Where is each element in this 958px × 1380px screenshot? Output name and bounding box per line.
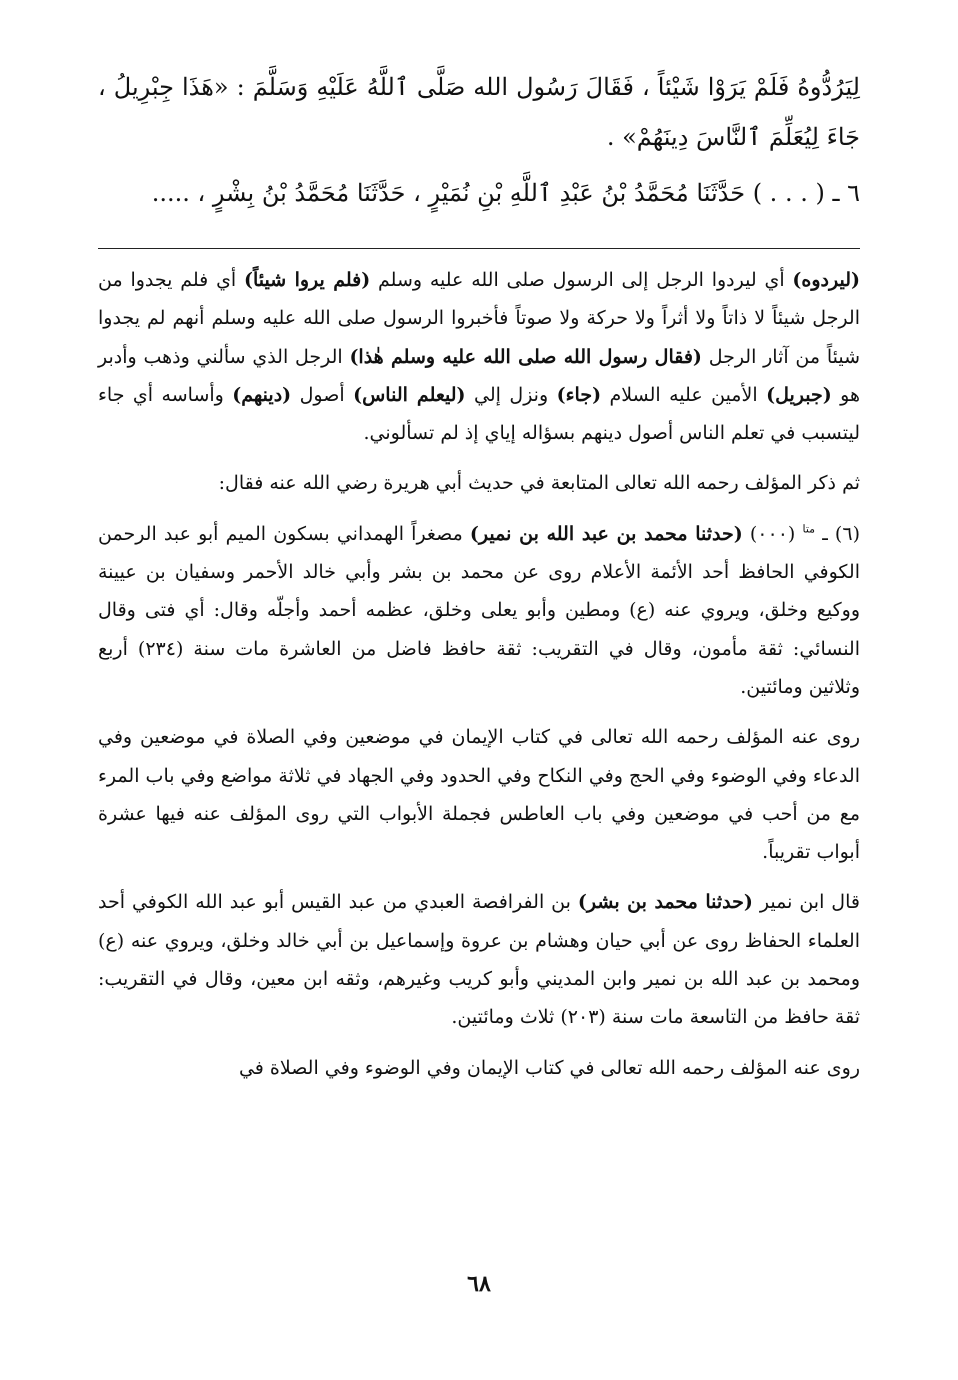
commentary-paragraph-4: روى عنه المؤلف رحمه الله تعالى في كتاب الإيمان في موضعين وفي الصلاة في موضعين وفي الدعاء وفي الوضوء وفي الحج وفي النكاح وفي الحدود وفي الجهاد في ثلاثة مواضع وفي باب المرء مع من أحب في موضعين وفي باب العاطس فجملة الأبواب التي روى المؤلف عنه فيها عشرة أبواب تقريباً. <box>98 726 860 864</box>
commentary-paragraph-6: روى عنه المؤلف رحمه الله تعالى في كتاب الإيمان وفي الوضوء وفي الصلاة في <box>238 1056 860 1079</box>
superscript-marker: متا <box>802 522 816 536</box>
text-run: قال ابن نمير <box>752 891 860 914</box>
page-number: ٦٨ <box>467 1271 491 1297</box>
commentary-paragraph-2: ثم ذكر المؤلف رحمه الله تعالى المتابعة في حديث أبي هريرة رضي الله عنه فقال: <box>218 472 860 495</box>
text-run: أصول <box>291 383 354 406</box>
bold-phrase: (فقال رسول الله صلى الله عليه وسلم هٰذا) <box>349 345 702 368</box>
matn-line-1: لِيَرُدُّوهُ فَلَمْ يَرَوْا شَيْئاً ، فَقَالَ رَسُول الله صَلَّى ٱللَّهُ عَلَيْهِ وَسَلَّمَ : «هَذَا جِبْرِيلُ ، جَاءَ لِيُعَلِّمَ ٱلنَّاسَ دِينَهُمْ» . <box>98 73 860 151</box>
footnote-separator <box>98 248 860 249</box>
bold-phrase: (حدثنا محمد بن عبد الله بن نمير) <box>469 522 743 545</box>
bold-phrase: (فلم يروا شيئاً) <box>244 269 371 291</box>
text-run: (٠٠٠) <box>742 522 803 545</box>
matn-line-2: ٦ ـ ( . . . ) حَدَّثَنَا مُحَمَّدُ بْنُ عَبْدِ ٱللَّهِ بْنِ نُمَيْرٍ ، حَدَّثَنَا مُحَمَّدُ بْنُ بِشْرٍ ، ..... <box>151 179 860 207</box>
text-run: أي فلم يجدوا من الرجل شيئاً لا ذاتاً ولا أثراً ولا حركة ولا صوتاً فأخبروا الرسول صلى الله عليه وسلم أنهم لم يجدوا شيئاً من آثار الرجل <box>98 269 860 368</box>
text-run: ونزل إلي <box>465 383 557 406</box>
bold-phrase: (دينهم) <box>232 383 292 406</box>
text-run: الرجل الذي سألني وذهب وأدبر هو <box>98 345 861 406</box>
commentary-paragraph-5 <box>98 883 860 1036</box>
page-body <box>98 62 860 1087</box>
bold-phrase: (جبريل) <box>766 383 832 406</box>
bold-phrase: (ليردوه) <box>792 269 860 291</box>
text-run: وأساسه أي جاء ليتسبب في تعلم الناس أصول دينهم بسؤاله إياي إذ لم تسألوني. <box>98 383 860 445</box>
bold-phrase: (ليعلم الناس) <box>353 383 466 406</box>
bold-phrase: (جاء) <box>556 383 602 406</box>
text-run: أي ليردوا الرجل إلى الرسول صلى الله عليه وسلم <box>370 269 793 291</box>
text-run: الأمين عليه السلام <box>601 383 767 406</box>
bold-phrase: (حدثنا محمد بن بشر) <box>577 891 753 914</box>
text-run: مصغراً الهمداني بسكون الميم أبو عبد الرحمن الكوفي الحافظ أحد الأئمة الأعلام روى عن محمد بن بشر وأبي خالد الأحمر وسفيان بن عيينة ووكيع وخلق، ويروي عنه (ع) ومطين وأبو يعلى وخلق، عظمه أحمد وأجلّه وقال: أي فتى وقال النسائي: ثقة مأمون، وقال في التقريب: ثقة حافظ فاضل من العاشرة مات سنة (٢٣٤) أربع وثلاثين ومائتين. <box>98 522 860 698</box>
commentary-paragraph-3 <box>98 515 860 706</box>
text-run: بن الفرافصة العبدي من عبد القيس أبو عبد الله الكوفي أحد العلماء الحفاظ روى عن أبي حيان وهشام بن عروة وإسماعيل بن أبي خالد وخلق، ويروي عنه (ع) ومحمد بن عبد الله بن نمير وابن المديني وأبو كريب وغيرهم، وثقه ابن معين، وقال في التقريب: ثقة حافظ من التاسعة مات سنة (٢٠٣) ثلاث ومائتين. <box>98 891 860 1029</box>
text-run: (٦) ـ <box>815 522 860 545</box>
commentary-paragraph-1 <box>98 261 860 452</box>
